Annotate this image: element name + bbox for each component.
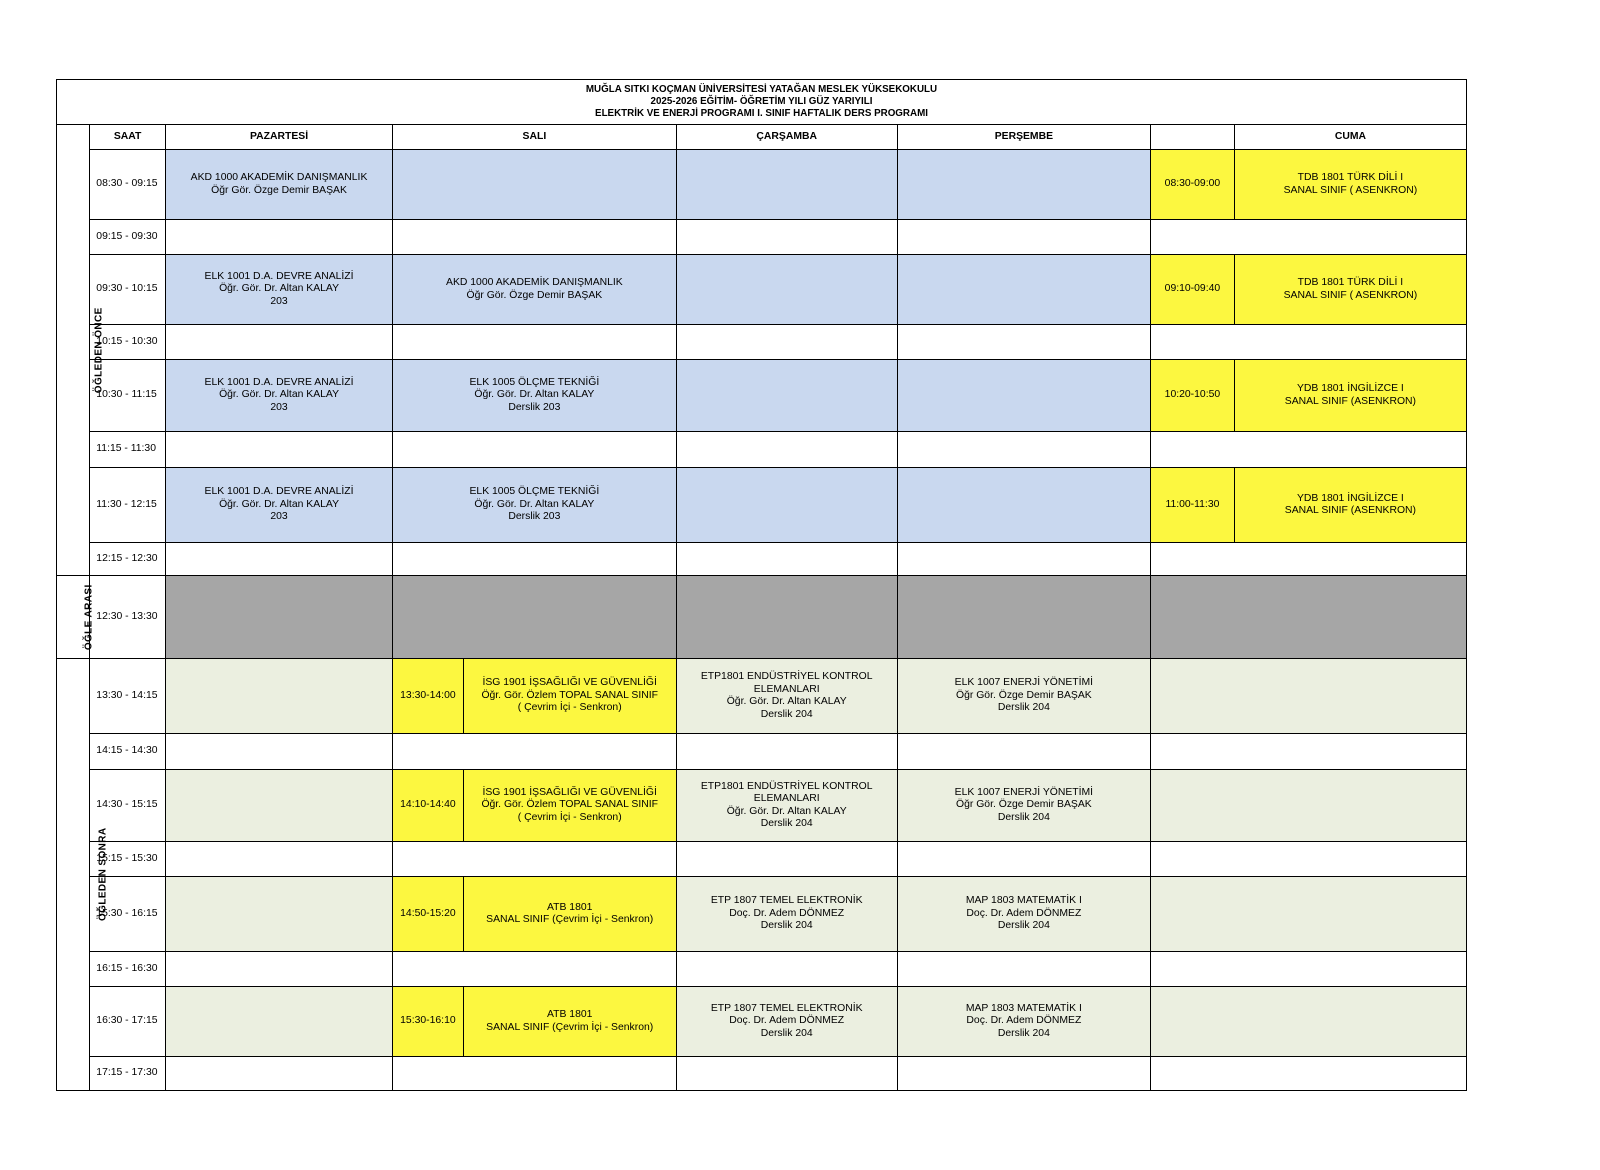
empty-cell	[1151, 432, 1467, 468]
course-cell-etp1801-b: ETP1801 ENDÜSTRİYEL KONTROL ELEMANLARI Öğr. Gör. Dr. Altan KALAY Derslik 204	[676, 770, 897, 842]
empty-cell	[676, 360, 897, 432]
empty-cell	[165, 220, 392, 255]
empty-cell	[676, 220, 897, 255]
course-cell-ydb-a: YDB 1801 İNGİLİZCE I SANAL SINIF (ASENKRON)	[1234, 360, 1466, 432]
col-header-persembe: PERŞEMBE	[897, 125, 1150, 150]
section-lunch: ÖĞLE ARASI	[57, 576, 90, 659]
empty-cell	[393, 1057, 677, 1091]
empty-cell	[165, 987, 392, 1057]
empty-cell	[393, 842, 677, 877]
lunch-cell	[676, 576, 897, 659]
empty-cell	[897, 360, 1150, 432]
empty-cell	[165, 1057, 392, 1091]
empty-cell	[1151, 220, 1467, 255]
time-slot: 12:30 - 13:30	[90, 576, 166, 659]
course-time-atb-b: 15:30-16:10	[393, 987, 464, 1057]
empty-cell	[676, 432, 897, 468]
course-time-ydb-a: 10:20-10:50	[1151, 360, 1235, 432]
course-cell-map-b: MAP 1803 MATEMATİK I Doç. Dr. Adem DÖNMEZ Derslik 204	[897, 987, 1150, 1057]
course-cell-etp1807-b: ETP 1807 TEMEL ELEKTRONİK Doç. Dr. Adem DÖNMEZ Derslik 204	[676, 987, 897, 1057]
empty-cell	[1151, 877, 1467, 952]
title-university: MUĞLA SITKI KOÇMAN ÜNİVERSİTESİ YATAĞAN MESLEK YÜKSEKOKULU	[585, 84, 938, 95]
course-cell-elk1007-b: ELK 1007 ENERJİ YÖNETİMİ Öğr Gör. Özge Demir BAŞAK Derslik 204	[897, 770, 1150, 842]
time-slot: 13:30 - 14:15	[90, 659, 166, 734]
time-slot: 16:30 - 17:15	[90, 987, 166, 1057]
time-slot: 15:15 - 15:30	[90, 842, 166, 877]
empty-cell	[393, 734, 677, 770]
course-time-isg-b: 14:10-14:40	[393, 770, 464, 842]
course-cell-elk1005-b: ELK 1005 ÖLÇME TEKNİĞİ Öğr. Gör. Dr. Altan KALAY Derslik 203	[393, 468, 677, 543]
empty-cell	[897, 150, 1150, 220]
lunch-cell	[1151, 576, 1467, 659]
course-cell-tdb-a: TDB 1801 TÜRK DİLİ I SANAL SINIF ( ASENKRON)	[1234, 150, 1466, 220]
course-cell-akd-pzt: AKD 1000 AKADEMİK DANIŞMANLIK Öğr Gör. Özge Demir BAŞAK	[165, 150, 392, 220]
course-cell-isg-a: İSG 1901 İŞSAĞLIĞI VE GÜVENLİĞİ Öğr. Gör. Özlem TOPAL SANAL SINIF ( Çevrim İçi - Senkron)	[463, 659, 676, 734]
empty-cell	[165, 877, 392, 952]
section-morning: ÖĞLEDEN ÖNCE	[57, 125, 90, 576]
empty-cell	[897, 255, 1150, 325]
time-slot: 14:30 - 15:15	[90, 770, 166, 842]
course-cell-elk1001-c: ELK 1001 D.A. DEVRE ANALİZİ Öğr. Gör. Dr. Altan KALAY 203	[165, 468, 392, 543]
empty-cell	[676, 734, 897, 770]
empty-cell	[165, 659, 392, 734]
course-cell-tdb-b: TDB 1801 TÜRK DİLİ I SANAL SINIF ( ASENKRON)	[1234, 255, 1466, 325]
empty-cell	[897, 543, 1150, 576]
empty-cell	[165, 432, 392, 468]
empty-cell	[897, 842, 1150, 877]
course-time-isg-a: 13:30-14:00	[393, 659, 464, 734]
course-cell-etp1807-a: ETP 1807 TEMEL ELEKTRONİK Doç. Dr. Adem DÖNMEZ Derslik 204	[676, 877, 897, 952]
empty-cell	[165, 952, 392, 987]
empty-cell	[897, 1057, 1150, 1091]
time-slot: 14:15 - 14:30	[90, 734, 166, 770]
time-slot: 12:15 - 12:30	[90, 543, 166, 576]
time-slot: 09:30 - 10:15	[90, 255, 166, 325]
empty-cell	[165, 543, 392, 576]
course-cell-akd-sali: AKD 1000 AKADEMİK DANIŞMANLIK Öğr Gör. Özge Demir BAŞAK	[393, 255, 677, 325]
course-cell-elk1001-a: ELK 1001 D.A. DEVRE ANALİZİ Öğr. Gör. Dr. Altan KALAY 203	[165, 255, 392, 325]
empty-cell	[1151, 770, 1467, 842]
empty-cell	[676, 150, 897, 220]
title-program: ELEKTRİK VE ENERJİ PROGRAMI I. SINIF HAFTALIK DERS PROGRAMI	[595, 108, 928, 119]
schedule-table	[56, 79, 1467, 1091]
course-time-tdb-b: 09:10-09:40	[1151, 255, 1235, 325]
time-slot: 10:15 - 10:30	[90, 325, 166, 360]
course-cell-atb-a: ATB 1801 SANAL SINIF (Çevrim İçi - Senkron)	[463, 877, 676, 952]
course-cell-elk1001-b: ELK 1001 D.A. DEVRE ANALİZİ Öğr. Gör. Dr. Altan KALAY 203	[165, 360, 392, 432]
empty-cell	[165, 325, 392, 360]
empty-cell	[393, 150, 677, 220]
empty-cell	[897, 432, 1150, 468]
empty-cell	[393, 220, 677, 255]
course-cell-elk1007-a: ELK 1007 ENERJİ YÖNETİMİ Öğr Gör. Özge Demir BAŞAK Derslik 204	[897, 659, 1150, 734]
empty-cell	[897, 952, 1150, 987]
empty-cell	[1151, 659, 1467, 734]
course-cell-map-a: MAP 1803 MATEMATİK I Doç. Dr. Adem DÖNMEZ Derslik 204	[897, 877, 1150, 952]
lunch-cell	[393, 576, 677, 659]
empty-cell	[897, 220, 1150, 255]
empty-cell	[165, 842, 392, 877]
title-term: 2025-2026 EĞİTİM- ÖĞRETİM YILI GÜZ YARIYILI	[650, 96, 873, 107]
time-slot: 08:30 - 09:15	[90, 150, 166, 220]
schedule-title	[57, 80, 1467, 125]
col-header-pazartesi: PAZARTESİ	[165, 125, 392, 150]
col-header-saat: SAAT	[90, 125, 166, 150]
empty-cell	[897, 468, 1150, 543]
empty-cell	[897, 325, 1150, 360]
col-header-cuma: CUMA	[1234, 125, 1466, 150]
empty-cell	[897, 734, 1150, 770]
course-cell-ydb-b: YDB 1801 İNGİLİZCE I SANAL SINIF (ASENKRON)	[1234, 468, 1466, 543]
col-header-blank	[1151, 125, 1235, 150]
time-slot: 09:15 - 09:30	[90, 220, 166, 255]
empty-cell	[393, 432, 677, 468]
empty-cell	[1151, 987, 1467, 1057]
empty-cell	[1151, 543, 1467, 576]
empty-cell	[1151, 734, 1467, 770]
time-slot: 17:15 - 17:30	[90, 1057, 166, 1091]
empty-cell	[1151, 952, 1467, 987]
empty-cell	[393, 325, 677, 360]
course-cell-elk1005-a: ELK 1005 ÖLÇME TEKNİĞİ Öğr. Gör. Dr. Altan KALAY Derslik 203	[393, 360, 677, 432]
course-cell-etp1801-a: ETP1801 ENDÜSTRİYEL KONTROL ELEMANLARI Öğr. Gör. Dr. Altan KALAY Derslik 204	[676, 659, 897, 734]
col-header-sali: SALI	[393, 125, 677, 150]
time-slot: 16:15 - 16:30	[90, 952, 166, 987]
col-header-carsamba: ÇARŞAMBA	[676, 125, 897, 150]
empty-cell	[393, 952, 677, 987]
empty-cell	[165, 770, 392, 842]
empty-cell	[676, 842, 897, 877]
lunch-cell	[165, 576, 392, 659]
empty-cell	[676, 952, 897, 987]
time-slot: 15:30 - 16:15	[90, 877, 166, 952]
course-cell-isg-b: İSG 1901 İŞSAĞLIĞI VE GÜVENLİĞİ Öğr. Gör. Özlem TOPAL SANAL SINIF ( Çevrim İçi - Senkron)	[463, 770, 676, 842]
empty-cell	[1151, 325, 1467, 360]
time-slot: 11:15 - 11:30	[90, 432, 166, 468]
empty-cell	[676, 255, 897, 325]
empty-cell	[676, 1057, 897, 1091]
lunch-cell	[897, 576, 1150, 659]
empty-cell	[1151, 842, 1467, 877]
empty-cell	[393, 543, 677, 576]
course-time-atb-a: 14:50-15:20	[393, 877, 464, 952]
course-time-ydb-b: 11:00-11:30	[1151, 468, 1235, 543]
course-cell-atb-b: ATB 1801 SANAL SINIF (Çevrim İçi - Senkron)	[463, 987, 676, 1057]
empty-cell	[1151, 1057, 1467, 1091]
time-slot: 10:30 - 11:15	[90, 360, 166, 432]
course-time-tdb-a: 08:30-09:00	[1151, 150, 1235, 220]
time-slot: 11:30 - 12:15	[90, 468, 166, 543]
empty-cell	[676, 325, 897, 360]
section-afternoon: ÖĞLEDEN SONRA	[57, 659, 90, 1091]
empty-cell	[676, 468, 897, 543]
empty-cell	[676, 543, 897, 576]
empty-cell	[165, 734, 392, 770]
